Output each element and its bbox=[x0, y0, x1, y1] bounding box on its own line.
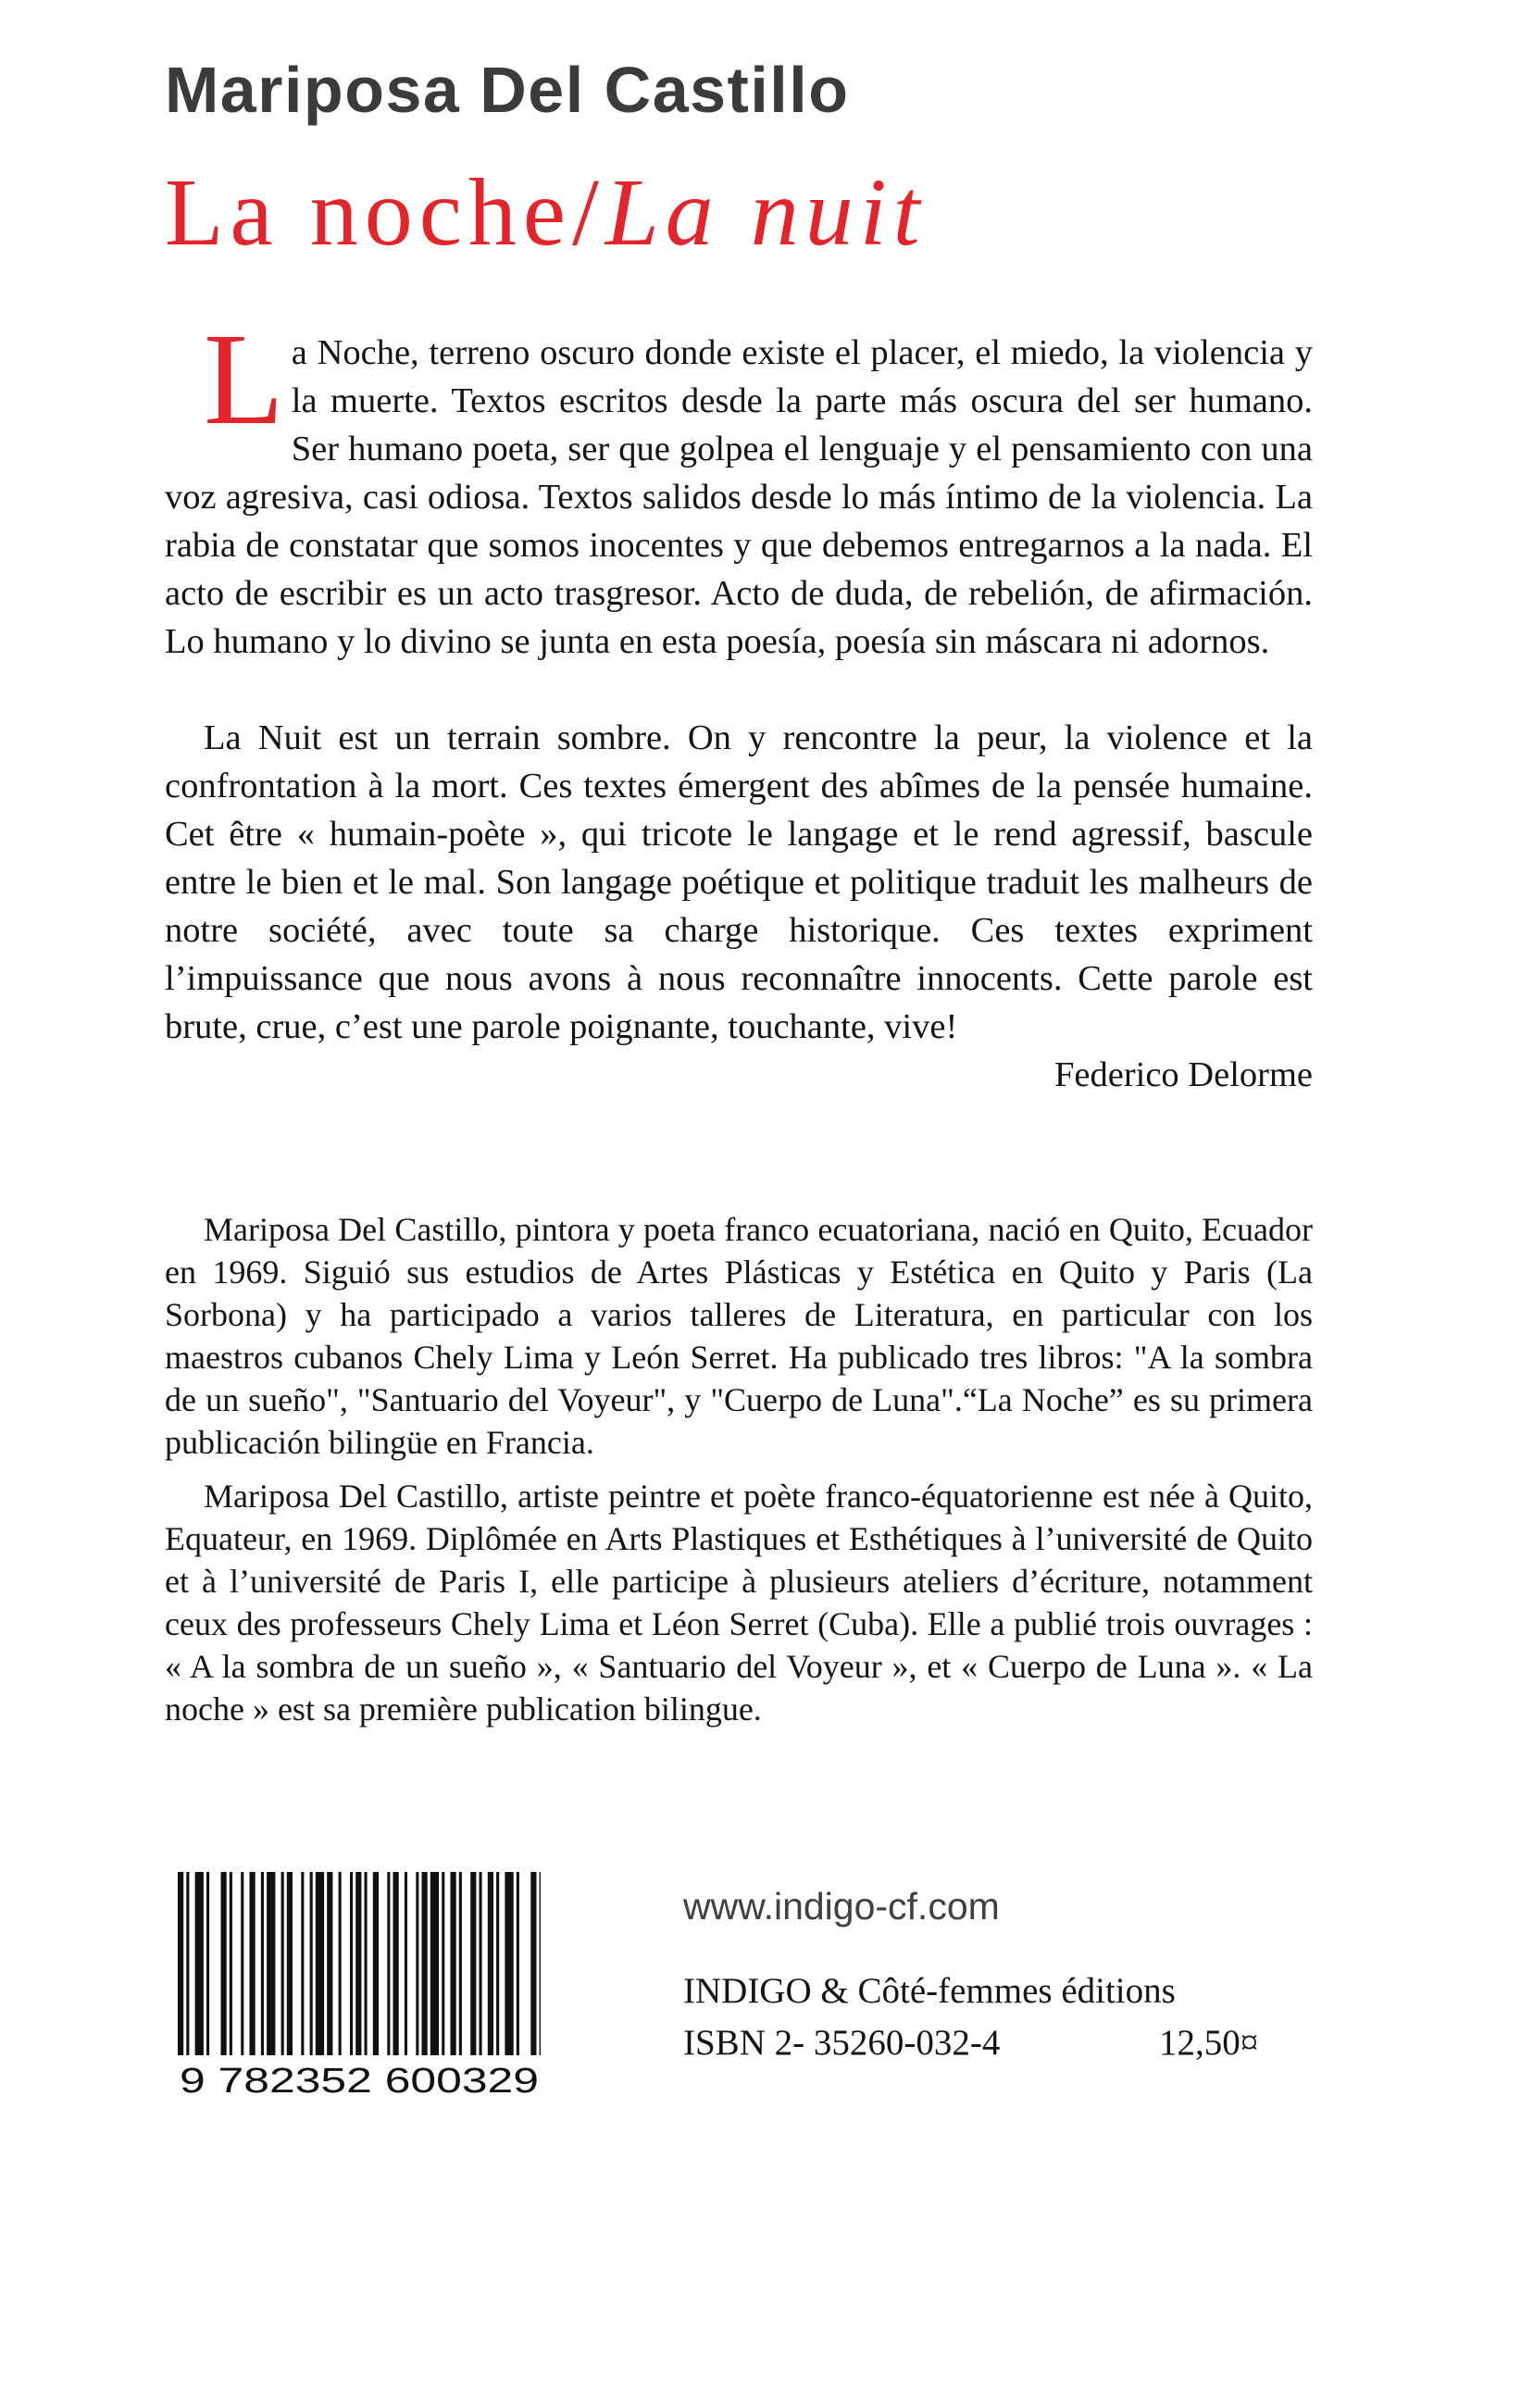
barcode-bar bbox=[261, 1872, 264, 2055]
barcode-number: 9 782352 600329 bbox=[180, 2062, 539, 2101]
barcode-bar bbox=[505, 1872, 513, 2055]
barcode-bar bbox=[365, 1872, 368, 2055]
title-separator: / bbox=[572, 159, 605, 266]
blurb-signature: Federico Delorme bbox=[1053, 1055, 1313, 1094]
barcode-bar bbox=[459, 1872, 462, 2055]
isbn-barcode bbox=[174, 1872, 544, 2102]
barcode-bar bbox=[281, 1872, 284, 2055]
barcode-bar bbox=[241, 1872, 243, 2055]
barcode-bar bbox=[230, 1872, 232, 2055]
barcode-bar bbox=[316, 1872, 324, 2055]
barcode-bar bbox=[530, 1872, 536, 2055]
barcode-bar bbox=[488, 1872, 493, 2055]
barcode-bar bbox=[480, 1872, 482, 2055]
barcode-bar bbox=[250, 1872, 256, 2055]
barcode-bar bbox=[327, 1872, 332, 2055]
barcode-bar bbox=[416, 1872, 418, 2055]
barcode-bar bbox=[442, 1872, 444, 2055]
barcode-bar bbox=[350, 1872, 353, 2055]
barcode-bar bbox=[422, 1872, 428, 2055]
author-bio-section bbox=[165, 1208, 1313, 1730]
author-name: Mariposa Del Castillo bbox=[165, 54, 850, 126]
blurb-spanish bbox=[165, 306, 1313, 666]
barcode-bar bbox=[540, 1872, 541, 2055]
bio-spanish: Mariposa Del Castillo, pintora y poeta franco ecuatoriana, nació en Quito, Ecuador en 1969. Siguió sus estudios de Artes Plásticas y Estética en Quito y Paris (La Sorbona) y ha participado a varios talleres de Literatura, en particular con los maestros cubanos Chely Lima y León Serret. Ha publicado tres libros: "A la sombra de un sueño", "Santuario del Voyeur", y "Cuerpo de Luna".“La Noche” es su primera publicación bilingüe en Francia. bbox=[165, 1211, 1313, 1461]
bio-french: Mariposa Del Castillo, artiste peintre et poète franco-équatorienne est née à Quito, Equateur, en 1969. Diplômée en Arts Plastiques et Esthétiques à l’université de Quito et à l’université de Paris I, elle participe à plusieurs ateliers d’écriture, notamment ceux des professeurs Chely Lima et Léon Serret (Cuba). Elle a publié trois ouvrages : « A la sombra de un sueño », « Santuario del Voyeur », et « Cuerpo de Luna ». « La noche » est sa première publication bilingue. bbox=[165, 1478, 1313, 1728]
barcode-bar bbox=[451, 1872, 456, 2055]
barcode-bar bbox=[470, 1872, 476, 2055]
barcode-bar bbox=[387, 1872, 390, 2055]
barcode-bar bbox=[186, 1872, 189, 2055]
blurb-section bbox=[165, 306, 1313, 1099]
book-title bbox=[165, 159, 927, 266]
title-french: La nuit bbox=[605, 159, 927, 266]
price-label: 12,50¤ bbox=[1159, 2023, 1259, 2063]
barcode-bar bbox=[517, 1872, 519, 2055]
publisher-name: INDIGO & Côté-femmes éditions bbox=[683, 1971, 1176, 2011]
barcode-bar bbox=[287, 1872, 293, 2055]
blurb-spanish-text: a Noche, terreno oscuro donde existe el placer, el miedo, la violencia y la muerte. Textos escritos desde la parte más oscura del ser humano. Ser humano poeta, ser que golpea el lenguaje y el pensamiento con una voz agresiva, casi odiosa. Textos salidos desde lo más íntimo de la violencia. La rabia de constatar que somos inocentes y que debemos entregarnos a la nada. El acto de escribir es un acto trasgresor. Acto de duda, de rebelión, de afirmación. Lo humano y lo divino se junta en esta poesía, poesía sin máscara ni adornos. bbox=[165, 333, 1313, 661]
barcode-bar bbox=[373, 1872, 379, 2055]
isbn-label: ISBN 2- 35260-032-4 bbox=[683, 2023, 1001, 2063]
barcode-bar bbox=[393, 1872, 399, 2055]
blurb-french: La Nuit est un terrain sombre. On y rencontre la peur, la violence et la confrontation à la mort. Ces textes émergent des abîmes de la pensée humaine. Cet être « humain-poète », qui tricote le langage et le rend agressif, bascule entre le bien et le mal. Son langage poétique et politique traduit les malheurs de notre société, avec toute sa charge historique. Ces textes expriment l’impuissance que nous avons à nous reconnaître innocents. Cette parole est brute, crue, c’est une parole poignante, touchante, vive! bbox=[165, 718, 1313, 1046]
barcode-bar bbox=[221, 1872, 227, 2055]
publisher-website: www.indigo-cf.com bbox=[683, 1885, 1000, 1928]
barcode-bar bbox=[267, 1872, 275, 2055]
title-spanish: La noche bbox=[165, 159, 573, 266]
barcode-bar bbox=[339, 1872, 342, 2055]
barcode-bar bbox=[496, 1872, 499, 2055]
barcode-bar bbox=[195, 1872, 204, 2055]
barcode-bar bbox=[206, 1872, 209, 2055]
barcode-bar bbox=[405, 1872, 407, 2055]
barcode-bar bbox=[430, 1872, 439, 2055]
barcode-bars bbox=[178, 1872, 541, 2055]
drop-cap: L bbox=[204, 306, 284, 452]
barcode-bar bbox=[178, 1872, 183, 2055]
barcode-bar bbox=[310, 1872, 313, 2055]
barcode-bar bbox=[301, 1872, 304, 2055]
barcode-bar bbox=[355, 1872, 361, 2055]
